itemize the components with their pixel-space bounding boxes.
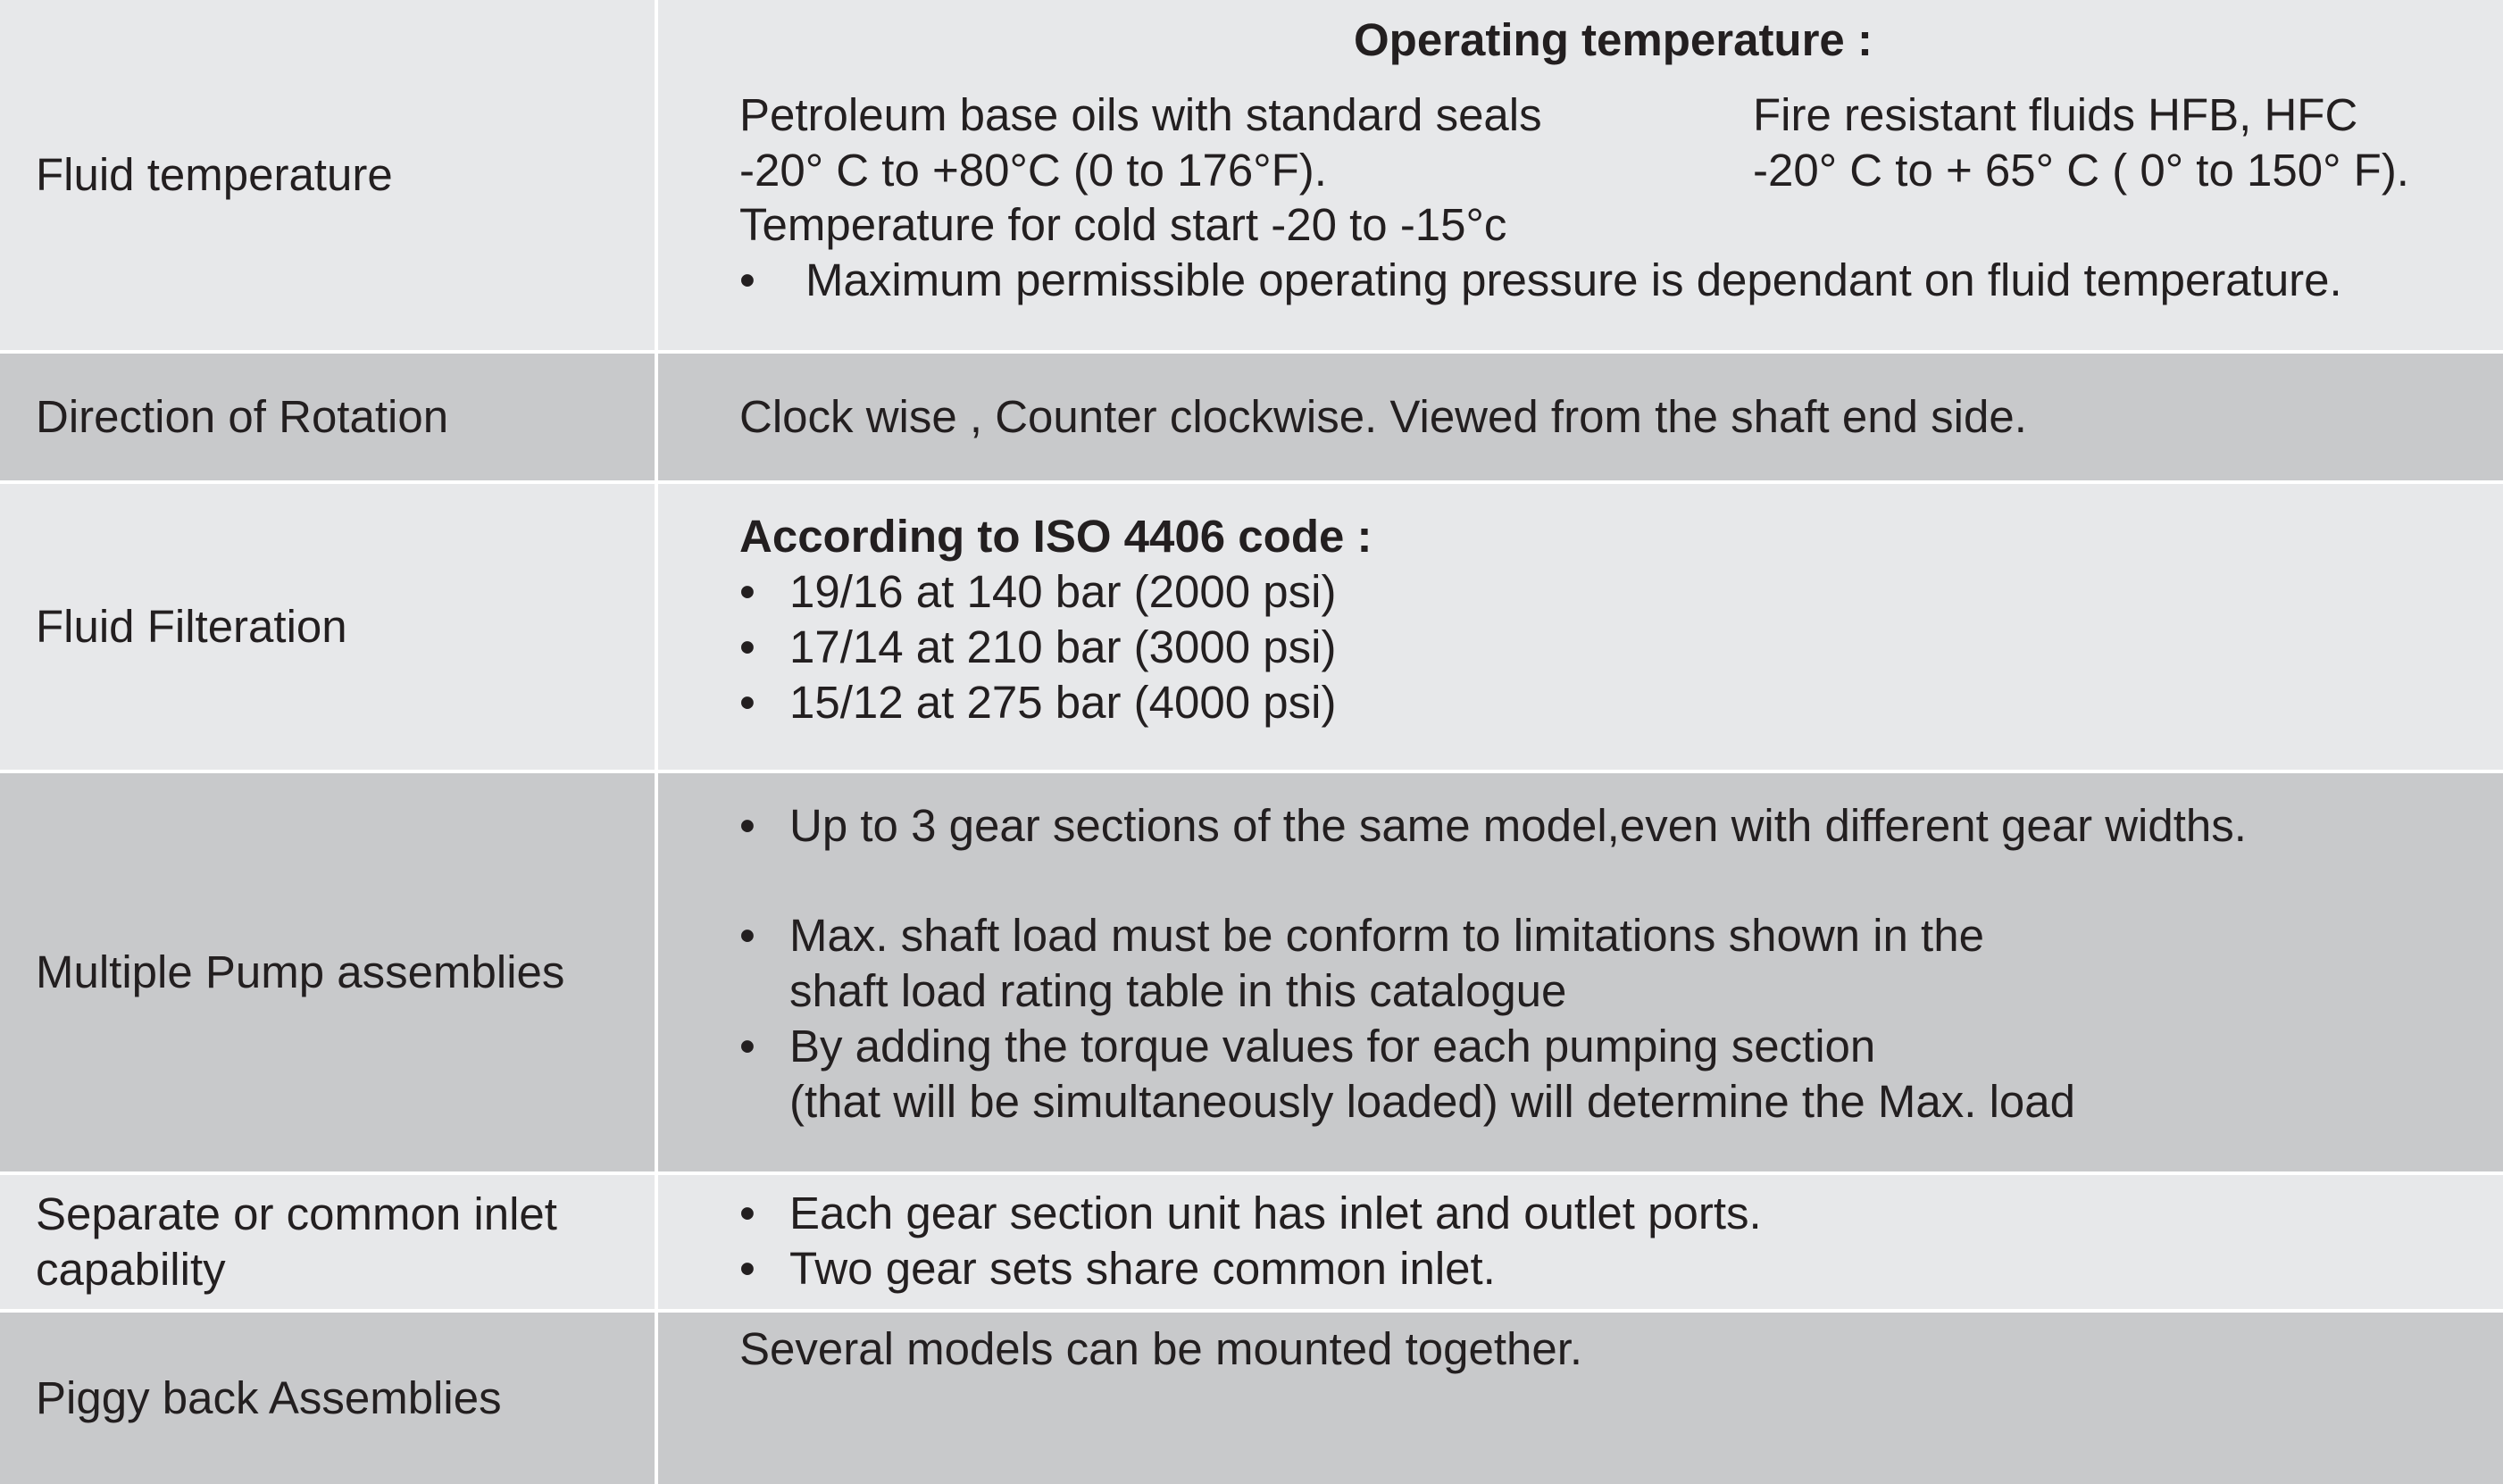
temp-left-line: Petroleum base oils with standard seals [739, 89, 1542, 140]
list-item [739, 908, 1984, 963]
column-divider [655, 0, 658, 350]
list-item-continuation: shaft load rating table in this catalogue [789, 965, 1567, 1016]
list-item-text: Max. shaft load must be conform to limitations shown in the [789, 910, 1984, 961]
list-item [739, 798, 2247, 854]
temp-right-line: -20° C to + 65° C ( 0° to 150° F). [1753, 145, 2409, 196]
list-item-text: Each gear section unit has inlet and outlet ports. [789, 1188, 1762, 1238]
list-item-text: 19/16 at 140 bar (2000 psi) [789, 566, 1337, 617]
list-item-text: 17/14 at 210 bar (3000 psi) [789, 621, 1337, 672]
bullet-icon: • [739, 910, 755, 961]
row-label [0, 773, 655, 1171]
bullet-icon: • [739, 621, 755, 672]
list-item [739, 1186, 1762, 1241]
temp-left-line: -20° C to +80°C (0 to 176°F). [739, 145, 1327, 196]
row-fluid-filteration [0, 484, 2503, 770]
piggy-back-text: Several models can be mounted together. [739, 1323, 1583, 1374]
row-multiple-pump-assemblies [0, 773, 2503, 1171]
row-label [0, 1175, 655, 1309]
list-item [739, 675, 1336, 730]
iso-heading: According to ISO 4406 code : [739, 511, 1372, 562]
label-direction-of-rotation: Direction of Rotation [36, 391, 449, 442]
label-piggy-back-assemblies: Piggy back Assemblies [36, 1372, 502, 1423]
list-item-text: By adding the torque values for each pumping section [789, 1021, 1876, 1071]
list-item [739, 253, 2342, 308]
list-item-text: 15/12 at 275 bar (4000 psi) [789, 677, 1337, 728]
list-item [739, 564, 1336, 620]
column-divider [655, 484, 658, 770]
temp-right-line: Fire resistant fluids HFB, HFC [1753, 89, 2358, 140]
label-line: Separate or common inlet [36, 1188, 557, 1239]
column-divider [655, 773, 658, 1171]
operating-temperature-heading: Operating temperature : [1354, 14, 1873, 65]
row-label [0, 1313, 655, 1484]
temp-left-line: Temperature for cold start -20 to -15°c [739, 199, 1507, 250]
row-label [0, 0, 655, 350]
bullet-icon: • [739, 677, 755, 728]
column-divider [655, 1175, 658, 1309]
list-item-text: Two gear sets share common inlet. [789, 1243, 1496, 1294]
row-label [0, 484, 655, 770]
list-item-text: Maximum permissible operating pressure is dependant on fluid temperature. [805, 254, 2342, 305]
bullet-icon: • [739, 1021, 755, 1071]
label-multiple-pump-assemblies: Multiple Pump assemblies [36, 946, 565, 997]
rotation-text: Clock wise , Counter clockwise. Viewed from the shaft end side. [739, 391, 2027, 442]
label-line: capability [36, 1244, 226, 1295]
bullet-icon: • [739, 1188, 755, 1238]
column-divider [655, 1313, 658, 1484]
row-label [0, 354, 655, 480]
list-item-continuation: (that will be simultaneously loaded) will determine the Max. load [789, 1076, 2076, 1127]
column-divider [655, 354, 658, 480]
bullet-icon: • [739, 566, 755, 617]
bullet-icon: • [739, 254, 755, 305]
label-fluid-filteration: Fluid Filteration [36, 601, 347, 652]
row-separate-or-common-inlet [0, 1175, 2503, 1309]
list-item [739, 620, 1336, 675]
row-piggy-back-assemblies [0, 1313, 2503, 1484]
row-fluid-temperature [0, 0, 2503, 350]
list-item [739, 1019, 1875, 1074]
list-item [739, 1241, 1496, 1296]
bullet-icon: • [739, 800, 755, 851]
bullet-icon: • [739, 1243, 755, 1294]
row-direction-of-rotation [0, 354, 2503, 480]
label-fluid-temperature: Fluid temperature [36, 149, 393, 200]
list-item-text: Up to 3 gear sections of the same model,even with different gear widths. [789, 800, 2247, 851]
